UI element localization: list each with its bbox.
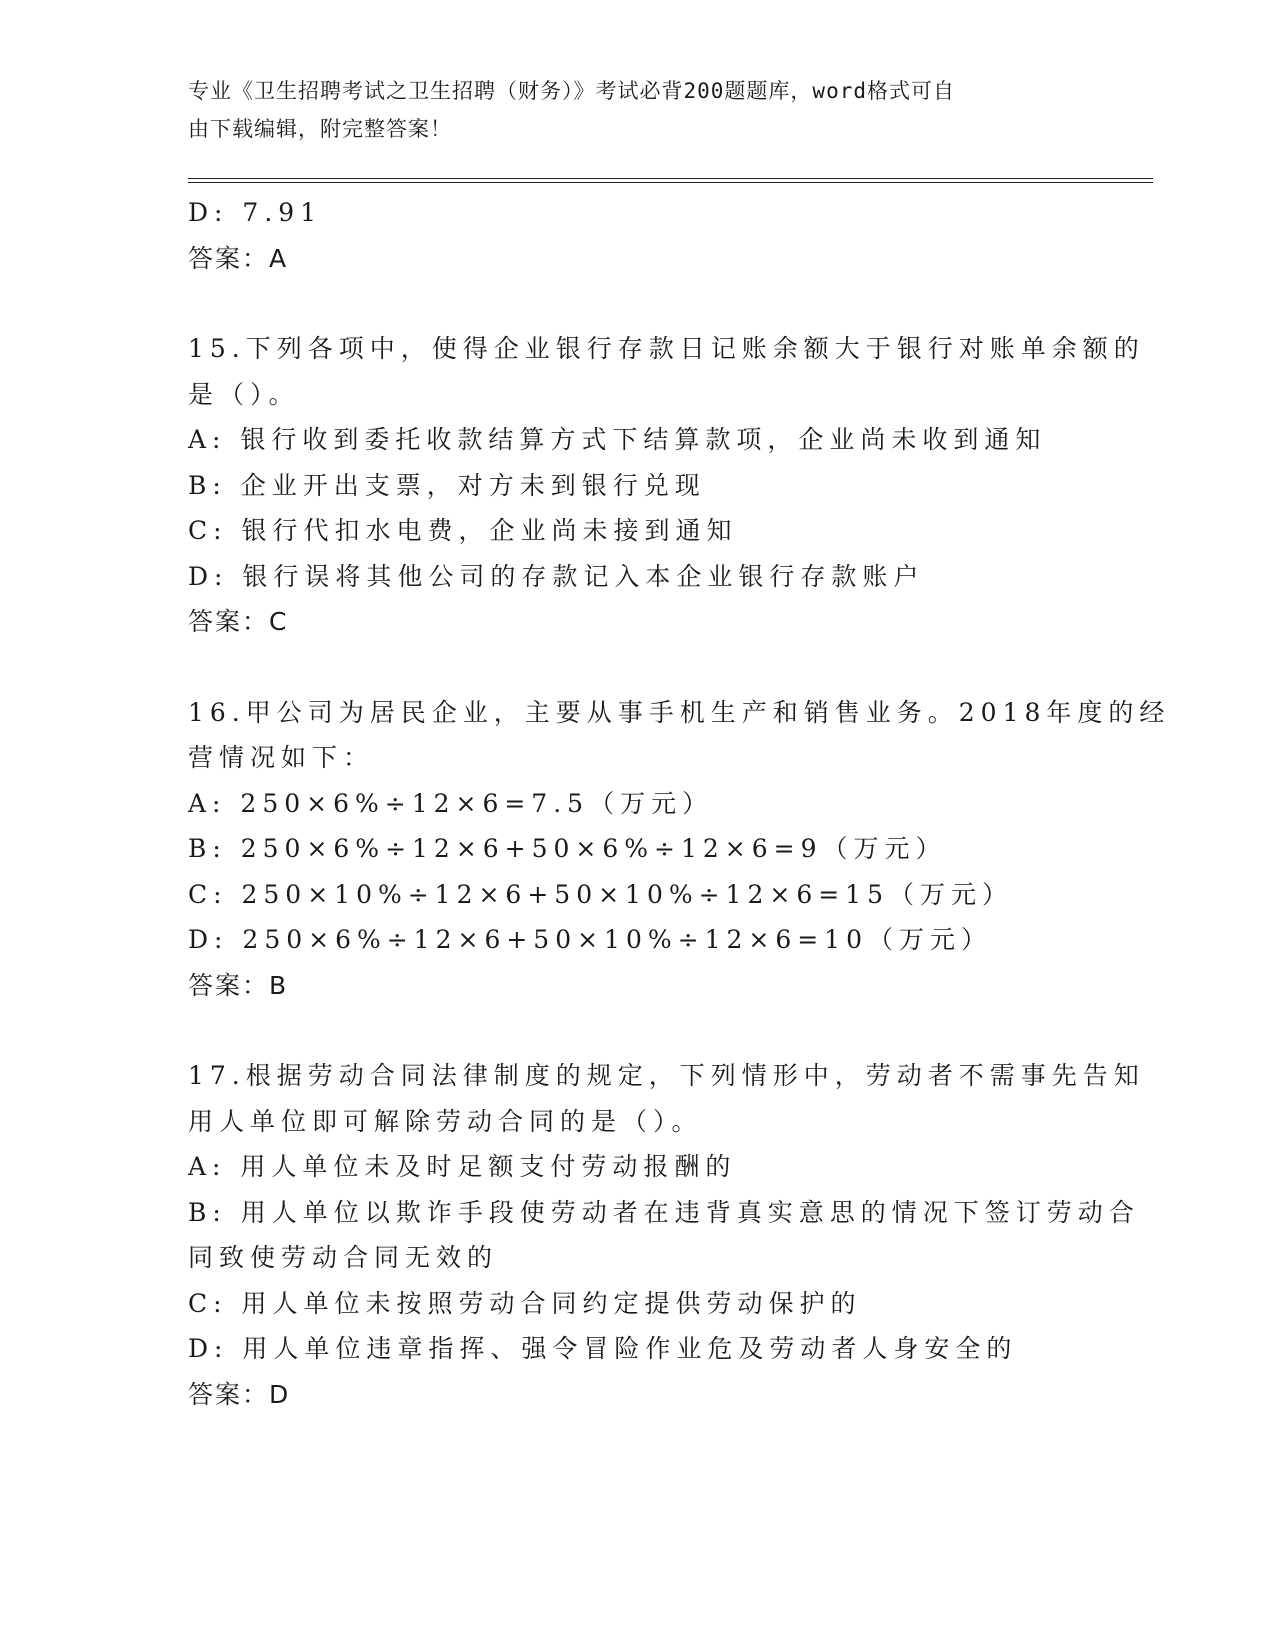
option-b: B: 250×6%÷12×6+50×6%÷12×6=9（万元） bbox=[188, 834, 947, 863]
option-d: D: 银行误将其他公司的存款记入本企业银行存款账户 bbox=[188, 561, 925, 591]
header-line-1: 专业《卫生招聘考试之卫生招聘（财务）》考试必背200题题库，word格式可自 bbox=[188, 79, 955, 103]
option-b: B: 用人单位以欺诈手段使劳动者在违背真实意思的情况下签订劳动合 bbox=[188, 1197, 1140, 1227]
option-d: D: 7.91 bbox=[188, 198, 323, 227]
answer: 答案：B bbox=[188, 970, 289, 1000]
page-header bbox=[188, 72, 1068, 148]
answer: 答案：C bbox=[188, 607, 289, 636]
header-divider bbox=[188, 178, 1153, 183]
option-a: A: 250×6%÷12×6=7.5（万元） bbox=[188, 788, 714, 818]
carryover-block bbox=[188, 190, 1088, 281]
option-d: D: 250×6%÷12×6+50×10%÷12×6=10（万元） bbox=[188, 925, 992, 954]
header-line-2: 由下载编辑，附完整答案！ bbox=[188, 117, 452, 141]
question-15 bbox=[188, 326, 1145, 645]
question-stem: 17.根据劳动合同法律制度的规定，下列情形中，劳动者不需事先告知 bbox=[188, 1061, 1145, 1090]
option-c: C: 银行代扣水电费，企业尚未接到通知 bbox=[188, 516, 738, 545]
option-b-cont: 同致使劳动合同无效的 bbox=[188, 1243, 499, 1272]
option-a: A: 银行收到委托收款结算方式下结算款项，企业尚未收到通知 bbox=[188, 425, 1047, 454]
question-17 bbox=[188, 1053, 1145, 1417]
document-body bbox=[188, 190, 1171, 1417]
question-stem: 16.甲公司为居民企业，主要从事手机生产和销售业务。2018年度的经 bbox=[188, 697, 1171, 727]
answer: 答案：A bbox=[188, 243, 289, 273]
question-16 bbox=[188, 690, 1171, 1009]
option-c: C: 用人单位未按照劳动合同约定提供劳动保护的 bbox=[188, 1288, 862, 1318]
question-stem-cont: 是（）。 bbox=[188, 379, 300, 409]
option-d: D: 用人单位违章指挥、强令冒险作业危及劳动者人身安全的 bbox=[188, 1334, 1018, 1363]
option-c: C: 250×10%÷12×6+50×10%÷12×6=15（万元） bbox=[188, 879, 1013, 909]
question-stem-cont: 营情况如下： bbox=[188, 743, 375, 772]
option-b: B: 企业开出支票，对方未到银行兑现 bbox=[188, 470, 706, 500]
question-stem: 15.下列各项中，使得企业银行存款日记账余额大于银行对账单余额的 bbox=[188, 334, 1145, 363]
answer: 答案：D bbox=[188, 1379, 291, 1409]
question-stem-cont: 用人单位即可解除劳动合同的是（）。 bbox=[188, 1106, 703, 1136]
option-a: A: 用人单位未及时足额支付劳动报酬的 bbox=[188, 1152, 737, 1181]
